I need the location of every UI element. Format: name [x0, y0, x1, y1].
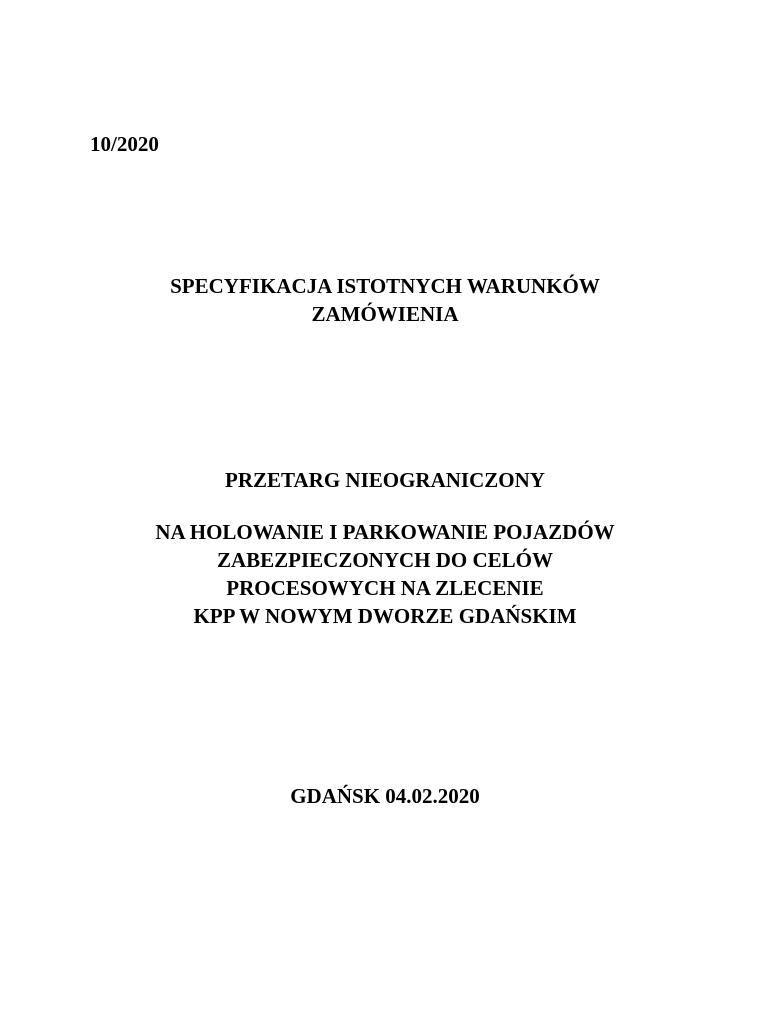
document-title: [0, 272, 770, 328]
place-and-date: GDAŃSK 04.02.2020: [290, 784, 480, 808]
procurement-subject-line: ZABEZPIECZONYCH DO CELÓW: [216, 548, 554, 572]
procurement-subject-line: NA HOLOWANIE I PARKOWANIE POJAZDÓW: [155, 520, 615, 544]
document-title-line: SPECYFIKACJA ISTOTNYCH WARUNKÓW: [170, 274, 600, 298]
procurement-subject-line: KPP W NOWYM DWORZE GDAŃSKIM: [193, 604, 577, 628]
procedure-type: PRZETARG NIEOGRANICZONY: [225, 468, 545, 492]
procurement-subject-line: PROCESOWYCH NA ZLECENIE: [226, 576, 544, 600]
procurement-subject: [0, 518, 770, 630]
document-title-line: ZAMÓWIENIA: [311, 302, 459, 326]
document-number: 10/2020: [90, 132, 159, 156]
